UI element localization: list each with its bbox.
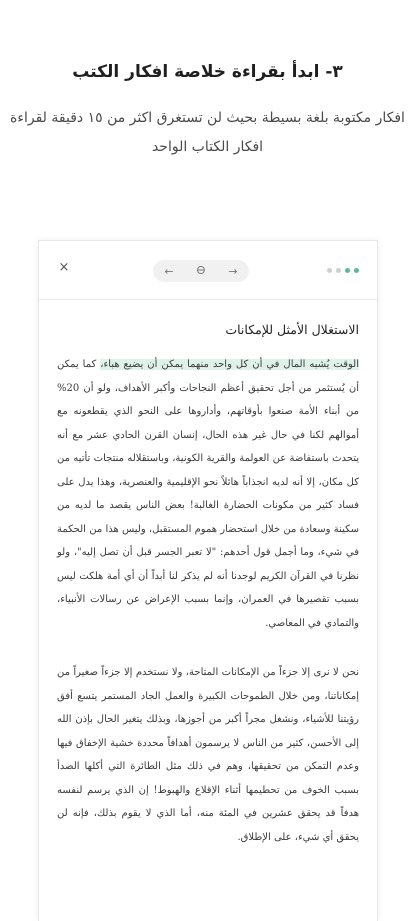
- reader-card: [38, 240, 378, 921]
- paragraph-text: نحن لا نرى إلا جزءاً من الإمكانات المتاحة، ولا نستخدم إلا جزءاً صغيراً من إمكاناتنا، ومن خلال الطموحات الكبيرة والعمل الجاد المستمر يتسع أفق رؤيتنا للأشياء، ونشغل مجراً أكبر من أجوزها، وبذلك يتغير الحال بإذن الله إلى الأحسن، كثير من الناس لا يرسمون أهدافاً محددة خشية الإخفاق فيها وعدم التمكن من تحقيقها، وهم في ذلك مثل الطائرة التي أكلها الصدأ بسبب الخوف من تحطيمها أثناء الإقلاع والهبوط! إن الذي يرسم لنفسه هدفاً قد يحقق عشرين في المئة منه، أما الذي لا يقوم بذلك، فإنه لن يحقق أي شيء، على الإطلاق.: [57, 667, 359, 843]
- progress-dot: [327, 268, 332, 273]
- reader-toolbar: [39, 241, 377, 300]
- reader-content: [39, 322, 377, 849]
- hero-title: ٣- ابدأ بقراءة خلاصة افكار الكتب: [72, 62, 343, 82]
- paragraph: [57, 353, 359, 635]
- hero-subtitle: افكار مكتوبة بلغة بسيطة بحيث لن تستغرق اكثر من ١٥ دقيقة لقراءة افكار الكتاب الواحد: [10, 110, 405, 155]
- progress-dots: [327, 268, 359, 273]
- paragraph: [57, 661, 359, 849]
- progress-dot-active: [345, 268, 350, 273]
- chapter-title: الاستغلال الأمثل للإمكانات: [225, 322, 359, 337]
- progress-dot-active: [354, 268, 359, 273]
- page-navigation: [153, 260, 249, 282]
- arrow-left-icon[interactable]: ←: [164, 264, 174, 278]
- close-icon[interactable]: ×: [58, 260, 70, 275]
- arrow-right-icon[interactable]: →: [228, 264, 238, 278]
- audio-icon[interactable]: Ꮎ: [196, 264, 206, 277]
- highlighted-text[interactable]: الوقت يُشبه المال في أن كل واحد منهما يمكن أن يضيع هباء،: [100, 359, 359, 370]
- progress-dot: [336, 268, 341, 273]
- paragraph-text: كما يمكن أن يُستثمر من أجل تحقيق أعظم النجاحات وأكبر الأهداف، ولو أن 20% من أبناء الأمة صنعوا بأوقاتهم، وأداروها على النحو الذي يقطعونه مع أموالهم لكنا في حال غير هذه الحال، إنسان القرن الحادي عشر مع أنه يتحدث باستفاضة عن العولمة والقرية الكونية، وباستقلاله منتجات تأتيه من كل مكان، إلا أنه لديه انجذاباً هائلاً نحو الإقليمية والعنصرية، وهذا يدل على فساد كثير من مكونات الحضارة الغالبة! بعض الناس يقصد ما لديه من سكينة وسعادة من خلال استحضار هموم المستقبل، وليس هذا من الحكمة في شيء، وما أجمل قول أحدهم: "لا تعبر الجسر قبل أن تصل إليه"، ولو نظرنا في القرآن الكريم لوجدنا أنه لم يذكر لنا أبداً أن أي أمة هلكت ليس بسبب تقصيرها في العمران، وإنما بسبب الإعراض عن رسالات الأنبياء، والتمادي في المعاصي.: [57, 359, 359, 629]
